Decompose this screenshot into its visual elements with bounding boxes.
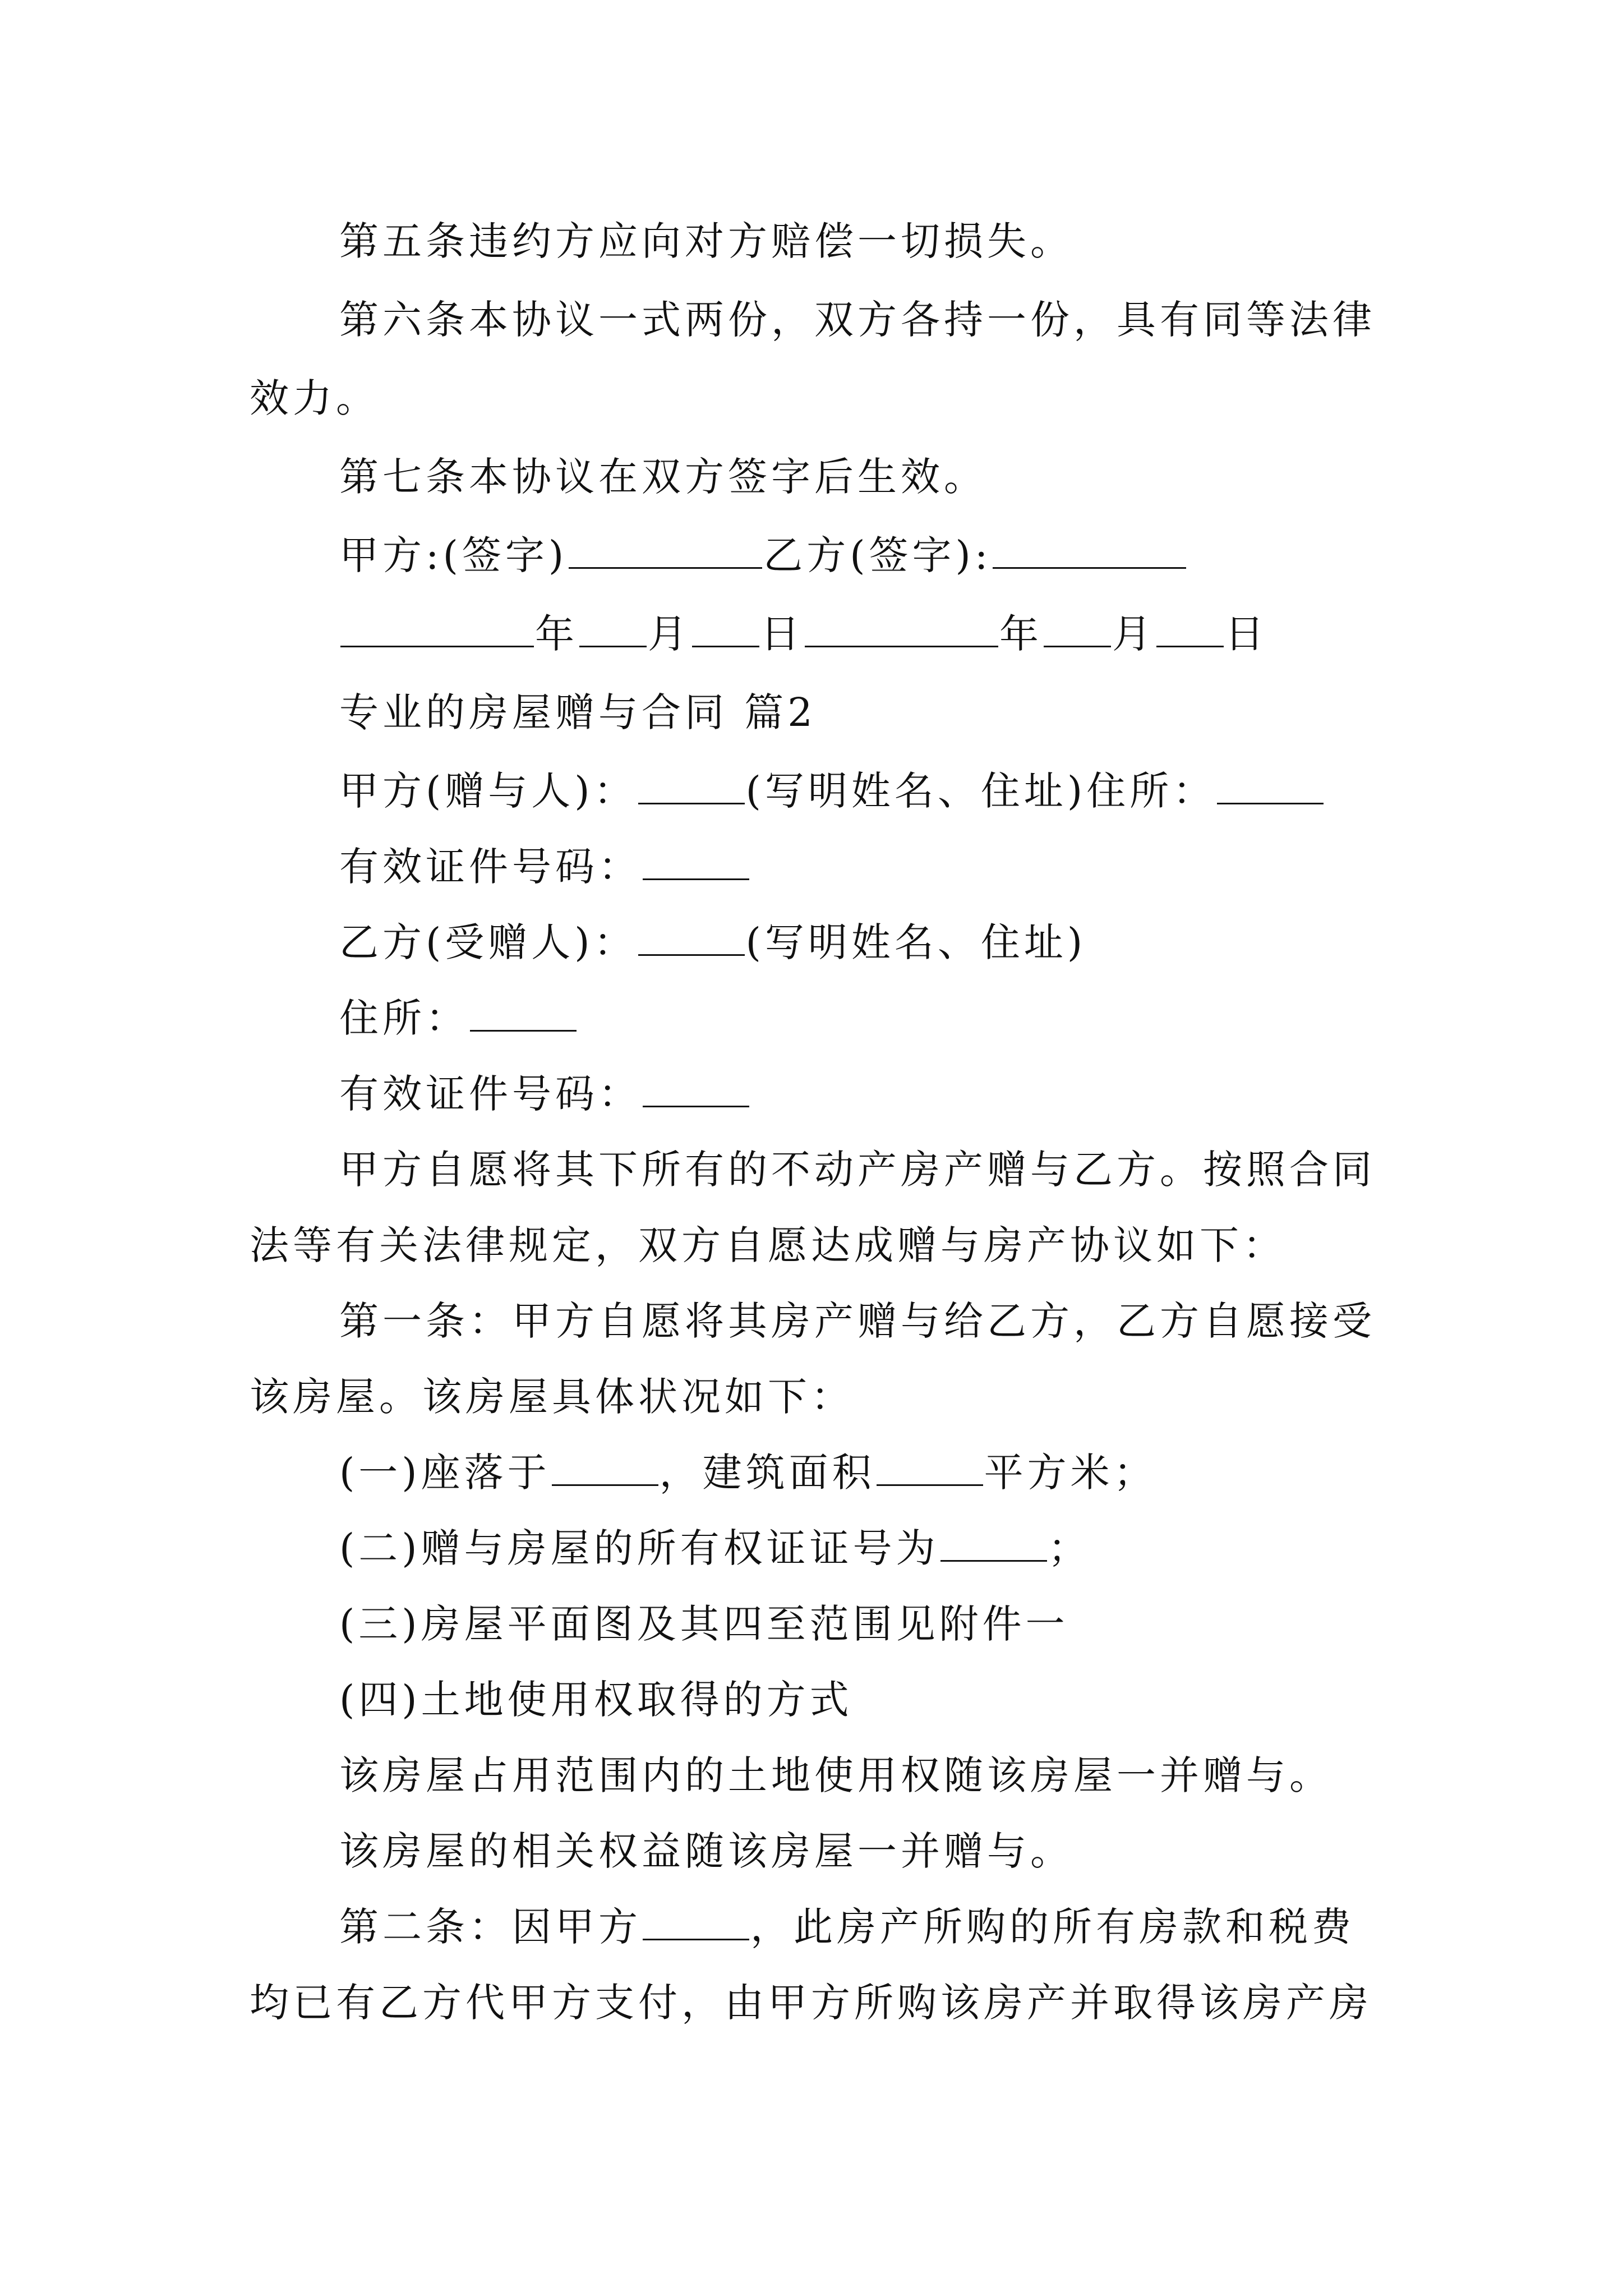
paragraph-intro bbox=[339, 1144, 1376, 1195]
day-label: 日 bbox=[1225, 611, 1268, 657]
article-one bbox=[339, 1296, 1376, 1346]
section-title bbox=[339, 687, 817, 738]
clause-six-text: 第六条本协议一式两份，双方各持一份，具有同等法律 bbox=[339, 297, 1376, 343]
clause-five-text: 第五条违约方应向对方赔偿一切损失。 bbox=[339, 218, 1073, 264]
donee-address-line bbox=[339, 993, 578, 1043]
day-blank-b[interactable] bbox=[1156, 611, 1224, 647]
donee-id-blank[interactable] bbox=[643, 1071, 749, 1107]
clause-seven-text: 第七条本协议在双方签字后生效。 bbox=[339, 454, 987, 500]
donee-label: 乙方(受赠人)： bbox=[339, 919, 637, 965]
clause-six bbox=[339, 295, 1376, 345]
donee-address-label: 住所： bbox=[339, 995, 469, 1041]
article-two-a: 第二条：因甲方 bbox=[339, 1904, 642, 1950]
location-blank[interactable] bbox=[552, 1450, 658, 1486]
article-two-b: ，此房产所购的所有房款和税费 bbox=[750, 1904, 1355, 1950]
item-two-b: ； bbox=[1048, 1525, 1091, 1571]
item-one-a: (一)座落于 bbox=[339, 1450, 551, 1496]
donor-label: 甲方(赠与人)： bbox=[339, 768, 637, 814]
signature-line bbox=[339, 530, 1187, 581]
clause-five bbox=[339, 216, 1073, 266]
donee-id-line bbox=[339, 1069, 750, 1119]
year-label: 年 bbox=[999, 611, 1043, 657]
year-blank-b[interactable] bbox=[805, 611, 998, 647]
item-one-c: 平方米； bbox=[984, 1450, 1157, 1496]
donee-id-label: 有效证件号码： bbox=[339, 1071, 642, 1117]
article-two-cont-text: 均已有乙方代甲方支付，由甲方所购该房产并取得该房产房 bbox=[250, 1980, 1372, 2026]
party-a-sign-blank[interactable] bbox=[569, 532, 762, 569]
month-label: 月 bbox=[648, 611, 691, 657]
article-two-continued bbox=[250, 1977, 1372, 2028]
party-b-sign-label: 乙方(签字): bbox=[763, 532, 992, 578]
paragraph-intro-text: 甲方自愿将其下所有的不动产房产赠与乙方。按照合同 bbox=[339, 1147, 1376, 1193]
item-three-text: (三)房屋平面图及其四至范围见附件一 bbox=[339, 1601, 1069, 1647]
party-b-sign-blank[interactable] bbox=[993, 532, 1186, 569]
clause-seven bbox=[339, 452, 987, 502]
paragraph-intro-cont-text: 法等有关法律规定，双方自愿达成赠与房产协议如下： bbox=[250, 1222, 1286, 1268]
donor-note: (写明姓名、住址)住所： bbox=[745, 768, 1216, 814]
donor-id-blank[interactable] bbox=[643, 844, 749, 880]
donee-name-blank[interactable] bbox=[638, 919, 745, 956]
donor-name-blank[interactable] bbox=[638, 768, 745, 804]
month-label: 月 bbox=[1112, 611, 1155, 657]
area-blank[interactable] bbox=[877, 1450, 983, 1486]
day-blank-a[interactable] bbox=[692, 611, 759, 647]
article-two bbox=[339, 1902, 1355, 1952]
donee-address-blank[interactable] bbox=[470, 995, 577, 1032]
section-title-text: 专业的房屋赠与合同 篇2 bbox=[339, 689, 817, 735]
clause-six-cont-text: 效力。 bbox=[250, 375, 379, 421]
article-one-text: 第一条：甲方自愿将其房产赠与给乙方，乙方自愿接受 bbox=[339, 1298, 1376, 1344]
related-rights-text: 该房屋的相关权益随该房屋一并赠与。 bbox=[339, 1828, 1073, 1874]
item-four bbox=[339, 1674, 853, 1725]
item-one-b: ，建筑面积 bbox=[659, 1450, 875, 1496]
donor-address-blank[interactable] bbox=[1217, 768, 1324, 804]
land-rights-paragraph bbox=[339, 1750, 1332, 1801]
item-two bbox=[339, 1523, 1091, 1573]
donor-id-line bbox=[339, 841, 750, 892]
month-blank-a[interactable] bbox=[579, 611, 647, 647]
donor-line bbox=[339, 766, 1325, 816]
donor-id-label: 有效证件号码： bbox=[339, 844, 642, 890]
donee-note: (写明姓名、住址) bbox=[745, 919, 1087, 965]
article-one-cont-text: 该房屋。该房屋具体状况如下： bbox=[250, 1374, 854, 1420]
item-four-text: (四)土地使用权取得的方式 bbox=[339, 1677, 853, 1723]
donee-line bbox=[339, 917, 1086, 968]
item-one bbox=[339, 1447, 1157, 1498]
clause-six-continued bbox=[250, 373, 379, 424]
year-blank-a[interactable] bbox=[340, 611, 534, 647]
certificate-number-blank[interactable] bbox=[940, 1525, 1047, 1562]
item-three bbox=[339, 1599, 1069, 1649]
article-one-continued bbox=[250, 1372, 854, 1422]
year-label: 年 bbox=[535, 611, 578, 657]
month-blank-b[interactable] bbox=[1044, 611, 1111, 647]
party-a-sign-label: 甲方:(签字) bbox=[339, 532, 568, 578]
related-rights-paragraph bbox=[339, 1826, 1073, 1876]
reason-blank[interactable] bbox=[643, 1904, 749, 1940]
paragraph-intro-continued bbox=[250, 1220, 1286, 1271]
land-rights-text: 该房屋占用范围内的土地使用权随该房屋一并赠与。 bbox=[339, 1752, 1332, 1798]
day-label: 日 bbox=[760, 611, 804, 657]
date-line bbox=[339, 609, 1268, 659]
item-two-a: (二)赠与房屋的所有权证证号为 bbox=[339, 1525, 939, 1571]
